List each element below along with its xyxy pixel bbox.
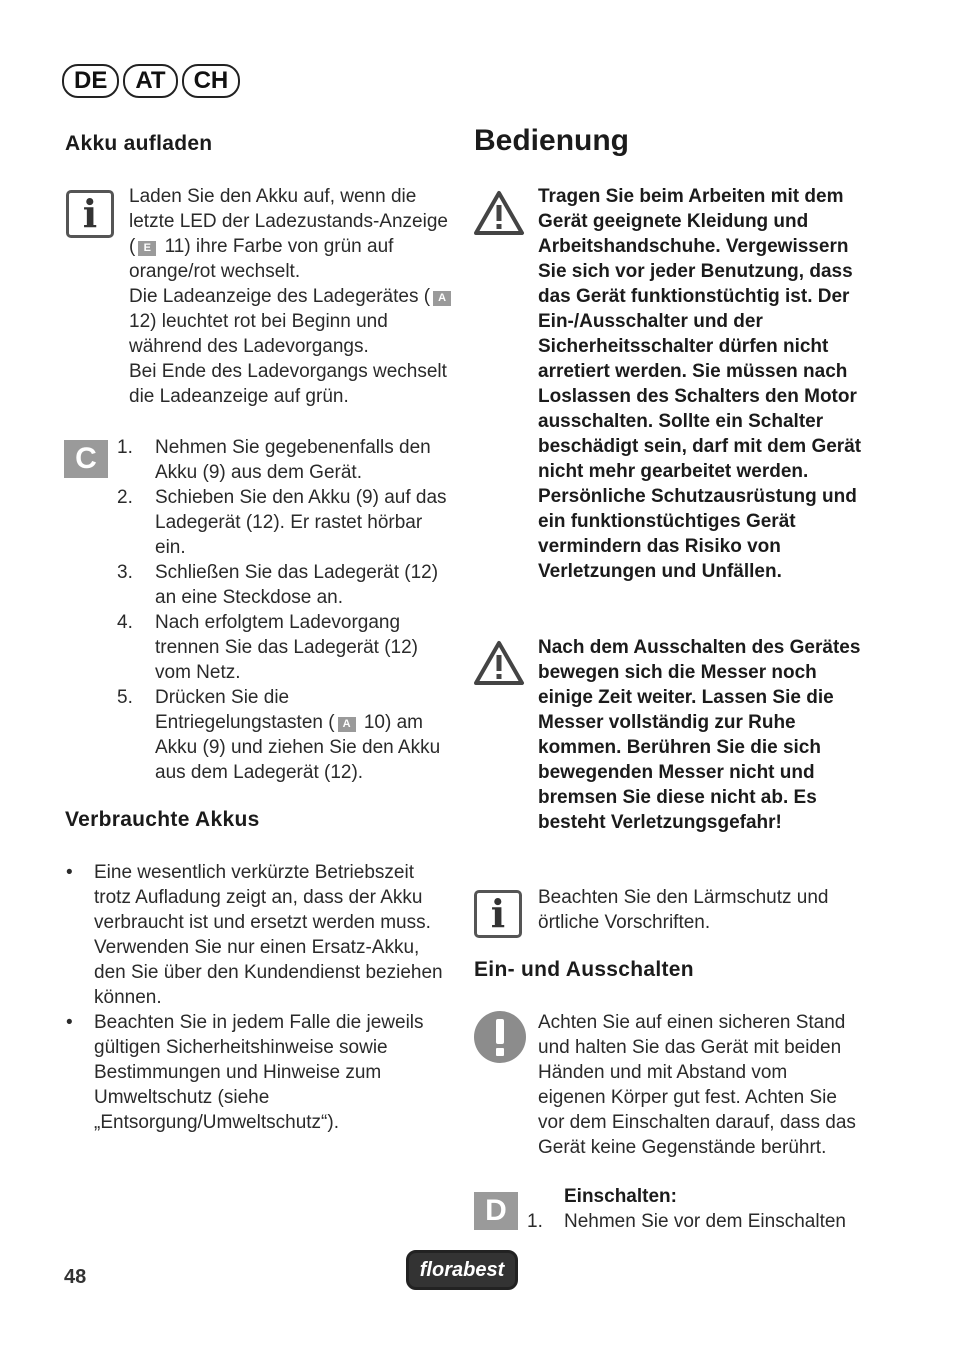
warning-text-blades: Nach dem Ausschalten des Gerätes bewegen sich die Messer noch einige Zeit weiter. Lassen Sie die Messer vollständig zur Ruhe kommen. Berühren Sie die sich bewegenden Messer nicht und bremsen Sie diese nicht ab. Es besteht Verletzungsgefahr!: [538, 637, 861, 833]
list-item: 2. Schieben Sie den Akku (9) auf das Ladegerät (12). Er rastet hörbar ein.: [117, 487, 447, 558]
info-icon: i: [66, 190, 114, 238]
caution-text-stance: Achten Sie auf einen sicheren Stand und halten Sie das Gerät mit beiden Händen und mit Abstand vom eigenen Körper gut fest. Achten Sie vor dem Einschalten darauf, dass das Gerät keine Gegenstände berührt.: [538, 1012, 856, 1158]
language-badges: [62, 64, 240, 98]
info-paragraph-3: Bei Ende des Ladevorgangs wechselt die Ladeanzeige auf grün.: [129, 361, 447, 407]
list-item: 5. Drücken Sie die Entriegelungstasten ( A 10) am Akku (9) und ziehen Sie den Akku aus dem Ladegerät (12).: [117, 687, 441, 783]
used-battery-bullets: [64, 860, 456, 1135]
language-badge-at: AT: [123, 64, 177, 98]
caution-icon: [473, 1010, 527, 1064]
warning-text-clothing: Tragen Sie beim Arbeiten mit dem Gerät geeignete Kleidung und Arbeitshandschuhe. Vergewissern Sie sich vor jeder Benutzung, dass das Gerät funktionstüchtig ist. Der Ein-/Ausschalter und der Sicherheitsschalter dürfen nicht arretiert werden. Sie müssen nach Loslassen des Schalters den Motor ausschalten. Sollte ein Schalter beschädigt sein, darf mit dem Gerät nicht mehr gearbeitet werden. Persönliche Schutzausrüstung und ein funktionstüchtiges Gerät vermindern das Risiko von Verletzungen und Unfällen.: [538, 186, 862, 582]
figure-label-d: D: [474, 1192, 518, 1230]
figure-badge-a: A: [433, 291, 451, 306]
page-number: 48: [64, 1266, 87, 1288]
info-text-charging: [129, 184, 459, 409]
warning-icon: [473, 640, 525, 686]
section-title-ein-ausschalten: Ein- und Ausschalten: [474, 958, 694, 981]
page-title: Bedienung: [474, 124, 629, 157]
charging-steps: [117, 435, 457, 785]
list-item: • Beachten Sie in jedem Falle die jeweils gültigen Sicherheitshinweise sowie Bestimmungen und Hinweise zum Umweltschutz (siehe „Entsorgung/Umweltschutz“).: [64, 1010, 456, 1135]
einschalten-label: Einschalten:: [564, 1186, 677, 1207]
language-badge-de: DE: [62, 64, 119, 98]
section-title-akku-aufladen: Akku aufladen: [65, 132, 213, 155]
warning-icon: [473, 190, 525, 236]
step-text: Nehmen Sie vor dem Einschalten: [564, 1211, 846, 1232]
info-paragraph-1: Laden Sie den Akku auf, wenn die letzte LED der Ladezustands-Anzeige ( E 11) ihre Farbe von grün auf orange/rot wechselt.: [129, 186, 448, 282]
section-title-verbrauchte-akkus: Verbrauchte Akkus: [65, 808, 260, 831]
list-item: 3. Schließen Sie das Ladegerät (12) an eine Steckdose an.: [117, 562, 439, 608]
info-paragraph-2: Die Ladeanzeige des Ladegerätes ( A 12) leuchtet rot bei Beginn und während des Ladevorgangs.: [129, 284, 459, 359]
info-text-noise: Beachten Sie den Lärmschutz und örtliche Vorschriften.: [538, 887, 829, 933]
list-item: 4. Nach erfolgtem Ladevorgang trennen Sie das Ladegerät (12) vom Netz.: [117, 612, 419, 683]
step-number: 1.: [527, 1211, 543, 1232]
figure-badge-a: A: [338, 717, 356, 732]
info-icon: i: [474, 890, 522, 938]
figure-label-c: C: [64, 440, 108, 478]
list-item: • Eine wesentlich verkürzte Betriebszeit trotz Aufladung zeigt an, dass der Akku verbraucht ist und ersetzt werden muss. Verwenden Sie nur einen Ersatz-Akku, den Sie über den Kundendienst beziehen können.: [64, 860, 456, 1010]
figure-badge-e: E: [138, 241, 156, 256]
list-item: 1. Nehmen Sie gegebenenfalls den Akku (9) aus dem Gerät.: [117, 437, 431, 483]
language-badge-ch: CH: [182, 64, 241, 98]
brand-logo: florabest: [406, 1250, 518, 1290]
